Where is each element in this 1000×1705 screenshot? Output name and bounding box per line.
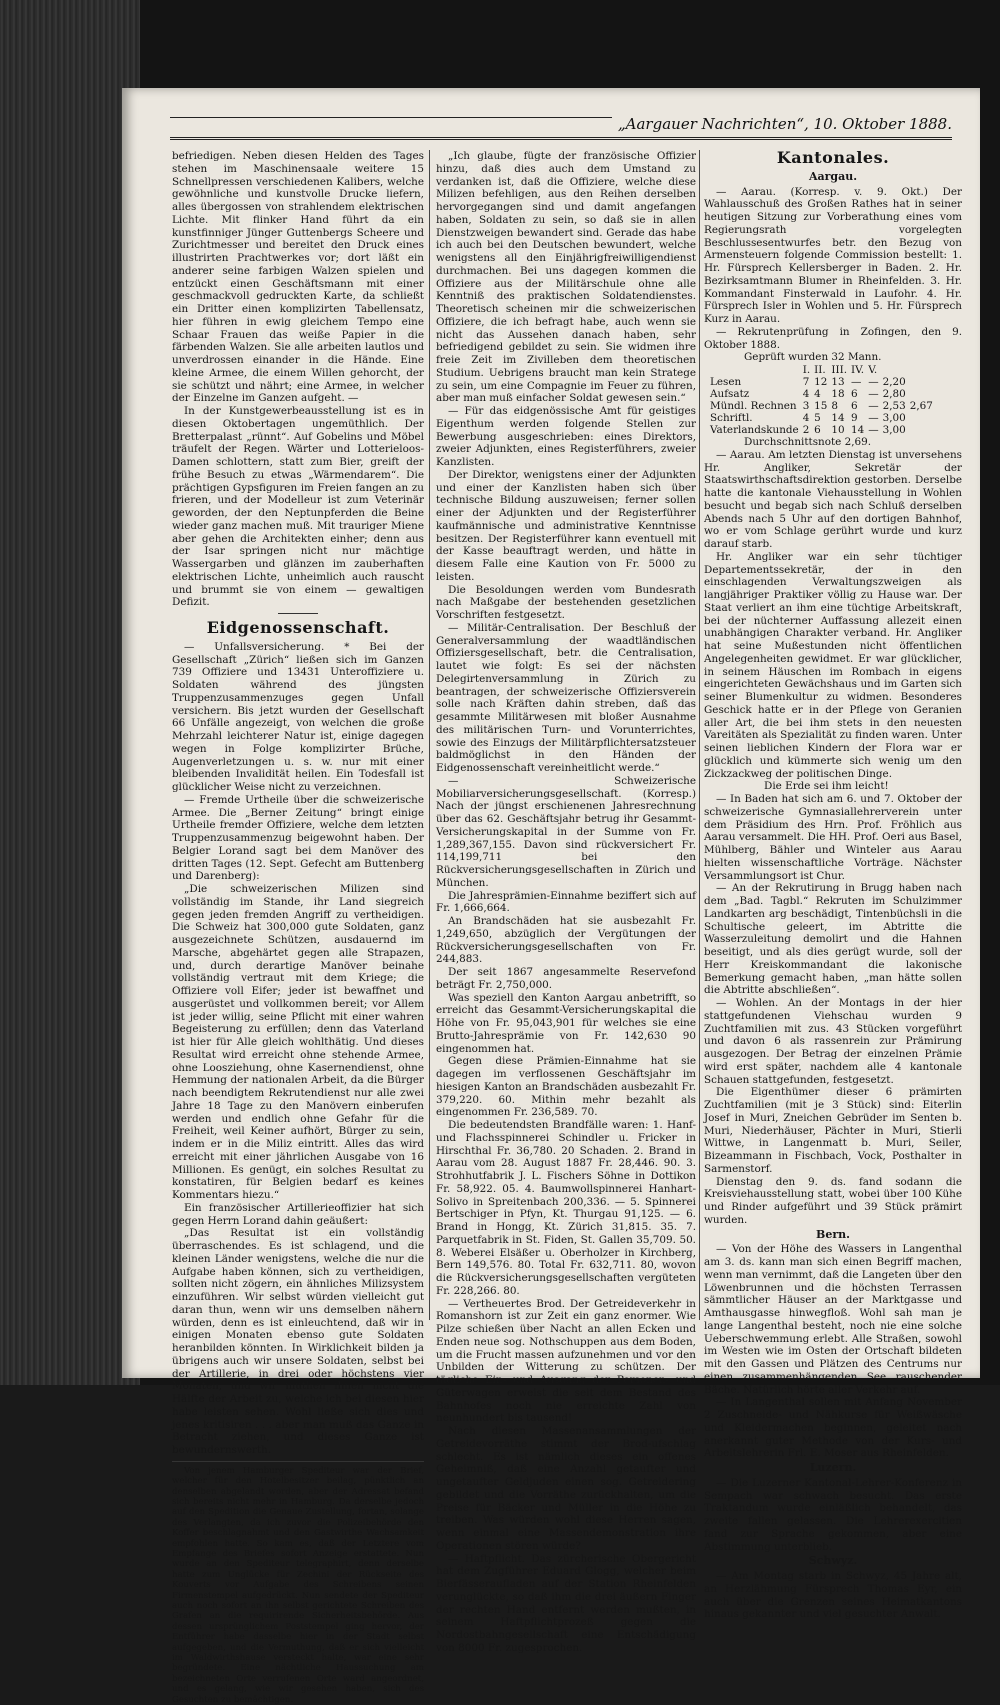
table-row (710, 424, 937, 436)
table-header-cell: V. (868, 364, 878, 376)
article-paragraph: Durchschnittsnote 2,69. (744, 436, 872, 448)
section-heading: Eidgenossenschaft. (206, 618, 390, 637)
table-cell: 6 (851, 388, 858, 400)
table-cell: 4 (802, 412, 810, 424)
article-paragraph: — Militär-Centralisation. Der Beschluß der Generalversammlung der waadtländischen Offiziersgesellschaft, betr. die Centralisation, lautet wie folgt: Es sei der nächsten Delegirtenversammlung in Zürich zu beantragen, der schweizerische Offiziersverein solle nach Kräften dahin streben, daß das gesammte Militärwesen mit bloßer Ausnahme des militärischen Turn- und Vorunterrichtes, sowie des Einzugs der Militärpflichtersatzsteuer baldmöglichst in den Händen der Eidgenossenschaft vereinheitlicht werde.“ (436, 621, 696, 774)
column-rule-2 (699, 150, 700, 1320)
article-paragraph: Die Jahresprämien-Einnahme beziffert sich auf Fr. 1,666,664. (436, 889, 696, 915)
article-paragraph: An Brandschäden hat sie ausbezahlt Fr. 1,249,650, abzüglich der Vergütungen der Rückversicherungsgesellschaften von Fr. 244,883. (436, 915, 696, 966)
table-cell: 15 (814, 400, 828, 412)
table-cell: 14 (851, 424, 865, 436)
section-divider (278, 613, 318, 614)
article-paragraph: — Für das eidgenössische Amt für geistiges Eigenthum werden folgende Stellen zur Bewerbung ausgeschrieben: eines Direktors, zweier Adjunkten, eines Registerführers, zweier Kanzlisten. (436, 405, 696, 468)
article-paragraph: — Die Luzerner Kantonal-Lehrer-Konferenz in Sempach war schwach besucht. Das erste Traktandum wurde einläßlich behandelt, das zweite fallen gelassen. Die Lehrerexercitien fand zur Sprache gekommen, aber eine Abstimmung unterblieb. (704, 1476, 962, 1553)
table-cell: Aufsatz (710, 388, 750, 400)
article-paragraph: Geprüft wurden 32 Mann. (744, 351, 882, 364)
canton-heading-aargau: Aargau. (808, 169, 858, 183)
article-paragraph: — Schweizerische Mobiliarversicherungsgesellschaft. (Korresp.) Nach der jüngst erschienenen Jahresrechnung über das 62. Geschäftsjahr betrug ihr Gesammt-Versicherungskapital in der Summe von Fr. 1,289,367,155. Davon sind rückversichert Fr. 114,199,711 bei den Rückversicherungsgesellschaften in Zürich und München. (436, 774, 696, 889)
table-header-row (710, 364, 937, 376)
article-paragraph: In der Kunstgewerbeausstellung ist es in diesen Oktobertagen ungemüthlich. Der Bretterpalast „rünnt“. Auf Gobelins und Möbel träufelt der Regen. Wärter und Lotterieloos-Damen schlottern, statt zum Bier, greift der frühe Besuch zu etwas „Wärmendarem“. Die prächtigen Gypsfiguren im Freien fangen an zu frieren, und der Modelleur ist zum Veterinär geworden, der den Neptunpferden die Beine wieder ganz machen muß. Mit trauriger Miene aber gehen die Architekten einher; denn aus der Isar springen nicht nur mächtige Wassergarben und glänzen im zauberhaften elektrischen Lichte, unheimlich auch rauscht und brummt sie von einem — gewaltigen Defizit. (172, 405, 424, 609)
table-cell: Lesen (710, 376, 742, 388)
table-row (710, 388, 937, 400)
section-heading: Kantonales. (776, 148, 890, 167)
article-paragraph: Der seit 1867 angesammelte Reservefond beträgt Fr. 2,750,000. (436, 966, 696, 991)
table-cell: 3,00 (882, 424, 906, 436)
table-cell: 2,80 (882, 388, 906, 400)
table-cell: Vaterlandskunde (710, 424, 799, 436)
table-cell: 8 (831, 400, 838, 412)
canton-heading-bern: Bern. (816, 1227, 850, 1241)
table-cell: 2 (802, 424, 810, 436)
table-header-cell: III. (831, 364, 847, 376)
table-average: 2,67 (909, 400, 933, 412)
article-paragraph: „Die schweizerischen Milizen sind vollständig im Stande, ihr Land siegreich gegen jeden fremden Angriff zu vertheidigen. Die Schweiz hat 300,000 gute Soldaten, ganz ausgezeichnete Schützen, ausdauernd im Marsche, abgehärtet gegen alle Strapazen, und, durch derartige Manöver beinahe vollständig vertraut mit dem Kriege; die Offiziere voll Eifer; jeder ist bewaffnet und ausgerüstet und vollkommen bereit; vor Allem ist jeder willig, seine Pflicht mit einer wahren Begeisterung zu erfüllen; denn das Vaterland ist hier für Alle gleich wohlthätig. Und dieses Resultat wird erreicht ohne stehende Armee, ohne Loosziehung, ohne Kasernendienst, ohne Hemmung der nationalen Arbeit, da die Bürger nach beendigtem Rekrutendienst nur alle zwei Jahre 18 Tage zu den Manövern einberufen werden und endlich ohne Gefahr für die Freiheit, weil Keiner aufhört, Bürger zu sein, indem er in die Miliz eintritt. Alles das wird erreicht mit einer jährlichen Ausgabe von 16 Millionen. Es genügt, ein solches Resultat zu konstatiren, für Belgien bedarf es keines Kommentars hiezu.“ (172, 883, 424, 1201)
article-paragraph: „Das Resultat ist ein vollständig überraschendes. Es ist schlagend, und die kleinen Länder wenigstens, welche die nur die Aufgabe haben können, sich zu vertheidigen, sollten nicht zögern, ein ähnliches Milizsystem einzuführen. Wir selbst würden vielleicht gut daran thun, wenn wir uns demselben nähern würden, denn es ist einleuchtend, daß wir in einigen Monaten ebenso gute Soldaten heranbilden könnten. In Wirklichkeit bilden ja übrigens auch wir unsere Soldaten, selbst bei der Artillerie, in drei oder höchstens vier Monaten, und wir muthen ihnen nicht die Hälfte der Arbeit zu, welche ich bei diesen hier habe leisten sehen. Wohl ließe sich dies und jenes kritisiren . . . aber man muß das Ganze in Betracht ziehen, und dieses Ganze ist bewundernswerth. (172, 1227, 424, 1456)
article-paragraph: — Von der Höhe des Wassers in Langenthal am 3. ds. kann man sich einen Begriff machen, wenn man vernimmt, daß die Langeten über den Löwenbrunnen und die höchsten Terrassen sämmtlicher Häuser an der Marktgasse und Amthausgasse hinwegfloß. Wohl sah man je lange Langenthal besteht, noch nie eine solche Ueberschwemmung erlebt. Alle Straßen, sowohl im Westen wie im Osten der Ortschaft bildeten mit den Gassen und Plätzen des Centrums nur einen zusammenhängenden See rauschender Bäche. Natürlich hörte aller Verkehr auf. (704, 1243, 962, 1396)
article-paragraph: — In Baden hat sich am 6. und 7. Oktober der schweizerische Gymnasiallehrerverein unter dem Präsidium des Hrn. Prof. Fröhlich aus Aarau versammelt. Die HH. Prof. Oeri aus Basel, Mühlberg, Bähler und Winteler aus Aarau hielten wissenschaftliche Vorträge. Nächster Versammlungsort ist Chur. (704, 793, 962, 882)
table-cell: Mündl. Rechnen (710, 400, 797, 412)
table-cell: Schriftl. (710, 412, 753, 424)
article-paragraph: Die Eigenthümer dieser 6 prämirten Zuchtfamilien (mit je 3 Stück) sind: Eiterlin Josef in Muri, Zneichen Gebrüder im Senten b. Muri, Niederhäuser, Pächter in Muri, Stierli Wittwe, in Langenmatt b. Muri, Seiler, Bizeammann in Fischbach, Vock, Posthalter in Sarmenstorf. (704, 1086, 962, 1175)
article-paragraph: — Am Montag starb in Schwyz, 45 Jahre alt, an Herzlähmung Fürsprech Thomas Eyr, ein auch über die Grenzen seines Heimatkantons hinaus gekannter und viel gesuchter Anwalt. (704, 1570, 962, 1621)
article-paragraph: Die Besoldungen werden vom Bundesrath nach Maßgabe der bestehenden gesetzlichen Vorschriften festgesetzt. (436, 583, 696, 621)
article-paragraph: — Rekrutenprüfung in Zofingen, den 9. Oktober 1888. (704, 325, 962, 351)
table-cell: 10 (831, 424, 845, 436)
article-paragraph: befriedigen. Neben diesen Helden des Tages stehen im Maschinensaale weitere 15 Schnellpressen verschiedenen Kalibers, welche gewöhnliche und kunstvolle Drucke liefern, alles übergossen von strahlendem elektrischen Lichte. Mit flinker Hand führt da ein kunstfinniger Jünger Guttenbergs Scheere und Zurichtmesser und bereitet den Druck eines illustrirten Prachtwerkes vor; dort läßt ein anderer seine farbigen Walzen spielen und entzückt einen Geschäftsmann mit einer geschmackvoll gedruckten Karte, da schließt ein Dritter einen komplizirten Tabellensatz, hier führen in ewig gleichem Tempo eine Schaar Frauen das weiße Papier in die färbenden Walzen. Sie alle arbeiten lautlos und unverdrossen einander in die Hände. Eine kleine Armee, die einem Willen gehorcht, der sie schützt und nährt; eine Armee, in welcher der Einzelne im Ganzen aufgeht. — (172, 150, 424, 405)
column-1 (172, 150, 424, 1705)
masthead-rule-bottom (170, 137, 952, 140)
table-cell: 2,20 (882, 376, 906, 388)
table-row (710, 400, 937, 412)
table-cell: 6 (851, 400, 858, 412)
article-paragraph: — Aarau. Am letzten Dienstag ist unversehens Hr. Angliker, Sekretär der Staatswirthschaftsdirektion gestorben. Derselbe hatte die kantonale Viehausstellung in Wohlen besucht und begab sich nach Schluß derselben Abends nach 5 Uhr auf den dortigen Bahnhof, wo er vom Schlage gerührt wurde und kurz darauf starb. (704, 448, 962, 550)
table-cell: 4 (814, 388, 821, 400)
article-paragraph: Der Direktor, wenigstens einer der Adjunkten und einer der Kanzlisten haben sich über technische Bildung auszuweisen; ferner sollen einer der Adjunkten und der Registerführer kaufmännische und administrative Kenntnisse besitzen. Der Registerführer kann eventuell mit der Kasse beauftragt werden, und hätte in diesem Falle eine Kaution von Fr. 5000 zu leisten. (436, 468, 696, 583)
table-cell: — (868, 388, 879, 400)
article-paragraph: Gegen diese Prämien-Einnahme hat sie dagegen im verflossenen Geschäftsjahr im hiesigen Kanton an Brandschäden ausbezahlt Fr. 379,220. 60. Mithin mehr bezahlt als eingenommen Fr. 236,589. 70. (436, 1055, 696, 1119)
table-cell: 4 (802, 388, 810, 400)
table-cell: 5 (814, 412, 821, 424)
book-binding (0, 0, 140, 1385)
article-paragraph: Ein französischer Artillerieoffizier hat sich gegen Herrn Lorand dahin geäußert: (172, 1201, 424, 1227)
canton-heading-schwyz: Schwyz. (808, 1554, 858, 1568)
table-cell: 6 (814, 424, 821, 436)
table-cell: — (868, 424, 879, 436)
article-paragraph: Die Erde sei ihm leicht! (764, 780, 889, 793)
table-cell: — (868, 376, 879, 388)
table-cell: 7 (802, 376, 810, 388)
table-cell: 14 (831, 412, 845, 424)
masthead-title: „Aargauer Nachrichten“, 10. Oktober 1888. (612, 115, 952, 133)
table-header-cell: II. (814, 364, 826, 376)
table-cell: 12 (814, 376, 828, 388)
article-paragraph: Dienstag den 9. ds. fand sodann die Kreisviehausstellung statt, wobei über 100 Kühe und Rinder aufgeführt und 39 Stück prämirt wurden. (704, 1175, 962, 1226)
article-paragraph: — Vertheuertes Brod. Der Getreideverkehr in Romanshorn ist zur Zeit ein ganz enormer. Wie Pilze schießen über Nacht an allen Ecken und Enden neue sog. Nothschuppen aus dem Boden, um die Frucht massen aufzunehmen und vor den Unbilden der Witterung zu schützen. Der tägliche Ein- und Ausgang der Personen- und Güterwagen erweist die seit dem Bestand des Bahnhofes noch nie erreichte Zahl von neunhundert bis tausend! (436, 1297, 696, 1425)
masthead (170, 113, 952, 143)
table-row (710, 412, 937, 424)
article-paragraph: — An der Rekrutirung in Brugg haben nach dem „Bad. Tagbl.“ Rekruten im Schulzimmer Landkarten arg beschädigt, Tintenbüchsli in die Schultische geleert, im Abtritte die Wasserzuleitung demolirt und die Hahnen beseitigt, und als dies gerügt wurde, soll der Herr Kreiskommandant die lakonische Bemerkung gemacht haben, „man hätte sollen die Abtritte abschließen“. (704, 882, 962, 997)
column-rule-1 (429, 150, 430, 1320)
table-cell: — (868, 412, 879, 424)
table-header-cell: I. (802, 364, 811, 376)
canton-heading-luzern: Luzern. (809, 1461, 857, 1474)
table-cell: 3 (802, 400, 810, 412)
table-cell: 2,53 (882, 400, 906, 412)
article-paragraph: Die bedeutendsten Brandfälle waren: 1. Hanf- und Flachsspinnerei Schindler u. Fricker in Hirschthal Fr. 36,780. 20 Schaden. 2. Brand in Aarau vom 28. August 1887 Fr. 28,446. 90. 3. Strohhutfabrik J. L. Fischers Söhne in Dottikon Fr. 58,922. 05. 4. Baumwollspinnerei Hanhart-Solivo in Spreitenbach 200,336. — 5. Spinnerei Bertschiger in Pfyn, Kt. Thurgau 91,125. — 6. Brand in Hongg, Kt. Zürich 31,815. 35. 7. Parquetfabrik in St. Fiden, St. Gallen 35,709. 50. 8. Weberei Elsäßer u. Oberholzer in Kirchberg, Bern 149,576. 80. Total Fr. 632,711. 80, wovon die Rückversicherungsgesellschaften vergüteten Fr. 228,266. 80. (436, 1119, 696, 1297)
article-paragraph: Was speziell den Kanton Aargau anbetrifft, so erreicht das Gesammt-Versicherungskapital die Höhe von Fr. 95,043,901 für welches sie eine Brutto-Jahresprämie von Fr. 142,630 90 eingenommen hat. (436, 991, 696, 1055)
table-header-cell: IV. (851, 364, 865, 376)
article-paragraph: — In Langenthal sollen mit Anfang November 2 Zuschneide- und Nähkurse für Weißwäsche und Kleidermachen beginnen, geleitet nach anerkannt guter Methode von der Kurs- und Arbeitslehrerin Frl. E. Moser aus Rheinfelden. (704, 1396, 962, 1460)
table-cell: — (851, 376, 862, 388)
article-paragraph: — Fremde Urtheile über die schweizerische Armee. Die „Berner Zeitung“ bringt einige Urtheile fremder Offiziere, welche dem letzten Truppenzusammenzug beigewohnt haben. Der Belgier Lorand sagt bei dem Manöver des dritten Tages (12. Sept. Gefecht am Buttenberg und Darenberg): (172, 793, 424, 883)
table-cell: 9 (851, 412, 858, 424)
table-cell: 18 (831, 388, 845, 400)
article-paragraph: Nach diesen Massenansammlungen der Getreidevorräthe stimmt der Brod-ufschlag schlecht. Es ist nämlich dieses ein offenes Geheimniß, daß eine Anzahl getaufter und ungetaufter Geldjuden einen sog. Getreidering gebildet und die Vorräthe zurückhalten, um die Preise für Bäcker und Müller in die Höhe zu treiben. Was würden wohl diese Herren sagen, wenn einmal eine Massendemonstration ihre Operationen stören würde? (436, 1425, 696, 1552)
recruit-exam-table (710, 364, 937, 436)
column-3 (704, 148, 962, 1621)
article-paragraph: Hr. Angliker war ein sehr tüchtiger Departementssekretär, der in den einschlagenden Verwaltungszweigen als langjähriger Praktiker völlig zu Hause war. Der Staat verliert an ihm eine tüchtige Arbeitskraft, bei der nüchterner Auffassung allezeit einen unabhängigen Charakter verband. Hr. Angliker hat seine Mußestunden nicht öffentlichen Angelegenheiten gewidmet. Er war glücklicher, in seinem Häuschen im Rombach in eigens eingerichteten Gewächshaus und im Garten sich seiner Blumenkultur zu widmen. Besonderes Geschick hatte er in der Pflege von Geranien aller Art, die bei ihm stets in den neuesten Vareitäten als Spezialität zu finden waren. Unter seinen lieblichen Kindern der Flora war er glücklich und kümmerte sich wenig um den Zickzackweg der politischen Dinge. (704, 550, 962, 780)
article-paragraph: — Wohlen. An der Montags in der hier stattgefundenen Viehschau wurden 9 Zuchtfamilien mit zus. 43 Stücken vorgeführt und davon 6 als rassenrein zur Prämirung ausgezogen. Der Betrag der einzelnen Prämie wird erst später, nachdem alle 4 kantonale Schauen stattgefunden, festgesetzt. (704, 997, 962, 1086)
table-row (710, 376, 937, 388)
article-paragraph: — Unfallsversicherung. * Bei der Gesellschaft „Zürich“ ließen sich im Ganzen 739 Offiziere und 13431 Unteroffiziere u. Soldaten während des jüngsten Truppenzusammenzuges gegen Unfall versichern. Bis jetzt wurden der Gesellschaft 66 Unfälle angezeigt, von welchen die große Mehrzahl leichterer Natur ist, einige dagegen wegen in Folge komplizirter Brüche, Augenverletzungen u. s. w. nur mit einer bleibenden Invalidität heilen. Ein Todesfall ist glücklicher Weise nicht zu verzeichnen. (172, 640, 424, 793)
table-cell: 13 (831, 376, 845, 388)
article-paragraph: „Ich glaube, fügte der französische Offizier hinzu, daß dies auch dem Umstand zu verdanken ist, daß die Offiziere, welche diese Milizen befehligen, aus den Reihen derselben hervorgegangen sind und damit angefangen haben, Soldaten zu sein, so daß sie in allen Dienstzweigen bewandert sind. Gerade das habe ich auch bei den Deutschen bewundert, welche wenigstens all den Einjährigfreiwilligendienst durchmachen. Bei uns dagegen kommen die Offiziere aus der Militärschule ohne alle Kenntniß des praktischen Soldatendienstes. Theoretisch scheinen mir die schweizerischen Offiziere, die ich befragt habe, auch wenn sie nicht das Aussehen danach haben, sehr befriedigend gebildet zu sein. Sie widmen ihre freie Zeit im Zivilleben dem theoretischen Studium. Uebrigens braucht man kein Stratege zu sein, um eine Compagnie im Feuer zu führen, aber man muß einfacher Soldat gewesen sein.“ (436, 150, 696, 405)
article-paragraph: — Aarau. (Korresp. v. 9. Okt.) Der Wahlausschuß des Großen Rathes hat in seiner heutigen Sitzung zur Vorberathung eines vom Regierungsrath vorgelegten Beschlussesentwurfes betr. den Bezug von Armensteuern folgende Commission bestellt: 1. Hr. Fürsprech Kellersberger in Baden. 2. Hr. Bezirksamtmann Blumer in Rheinfelden. 3. Hr. Kommandant Finsterwald in Laufohr. 4. Hr. Fürsprech Isler in Wohlen und 5. Hr. Fürsprech Kurz in Aarau. (704, 185, 962, 325)
feuilleton-text: Von jenem Hamburger Spediteur war der Brief, welcher für den Hotelbesitzer beilag, pünktlich an denselben abgelandt worden, aber der Adressat befand sich bereits nicht mehr in Hamburg. Da derselbe jedoch auf den Spedition die Genaue Zustellung, fortan, solange des Verlangten, da ich zuvor die Polizeibehörde den Koffer beschlagnahmt und den Gastwirthe Wachsamkeit empfohlen hatte. So kam es, daß der Letztere vom Empfange des Briefes sofort Anzeige erstattete. Nun wurde an den Spediteur telegraphirt, denn derselbe hatte zum Unglücke für Zechini der Rückseite des Kouverts vor Aufgabe des Schreibens seinen Firmenstempel aufgedrückt. Nun sendete der Spediteur auch noch sofort an ihn selbst gerichtete Schreiben des Grafen an die requirirende Sicherheitsbehörde. Aus dessen ursprünglichem Poststempel ging hervor, der Entführer habe dasselbe hier in der Stadt selbst aufgegeben, und die Vermuthung, daß er sich vielleicht im Waldwirthshause versteckt halte, war eine sehr begründete. Eine nächtliche Haussuchung am bezeichneten Orte verrufenen Orte ward angeordnet, und es gelang, wie wir gesehen haben, sich des Gesuchten zu bemächtigen. (172, 1465, 424, 1705)
table-header-cell (710, 364, 803, 376)
article-paragraph: — Haftpflicht. Das zürcherische Obergericht hat dem Zugführer Eduard Glogg, welcher beim Bierfässeraufladen auf der Station Rheinfelden verunglückte, so daß ihm die drei äußern Finger der rechten Hand entfernt werden mußten, in seinem Haftpflichtprozeß gegen die Nordostbahngesellschaft eine Entschädigung von 8000 Fr. zugesprochen. (436, 1552, 696, 1654)
feuilleton-divider (172, 1461, 424, 1462)
table-cell: — (868, 400, 879, 412)
table-cell: 3,00 (882, 412, 906, 424)
column-2 (436, 150, 696, 1654)
